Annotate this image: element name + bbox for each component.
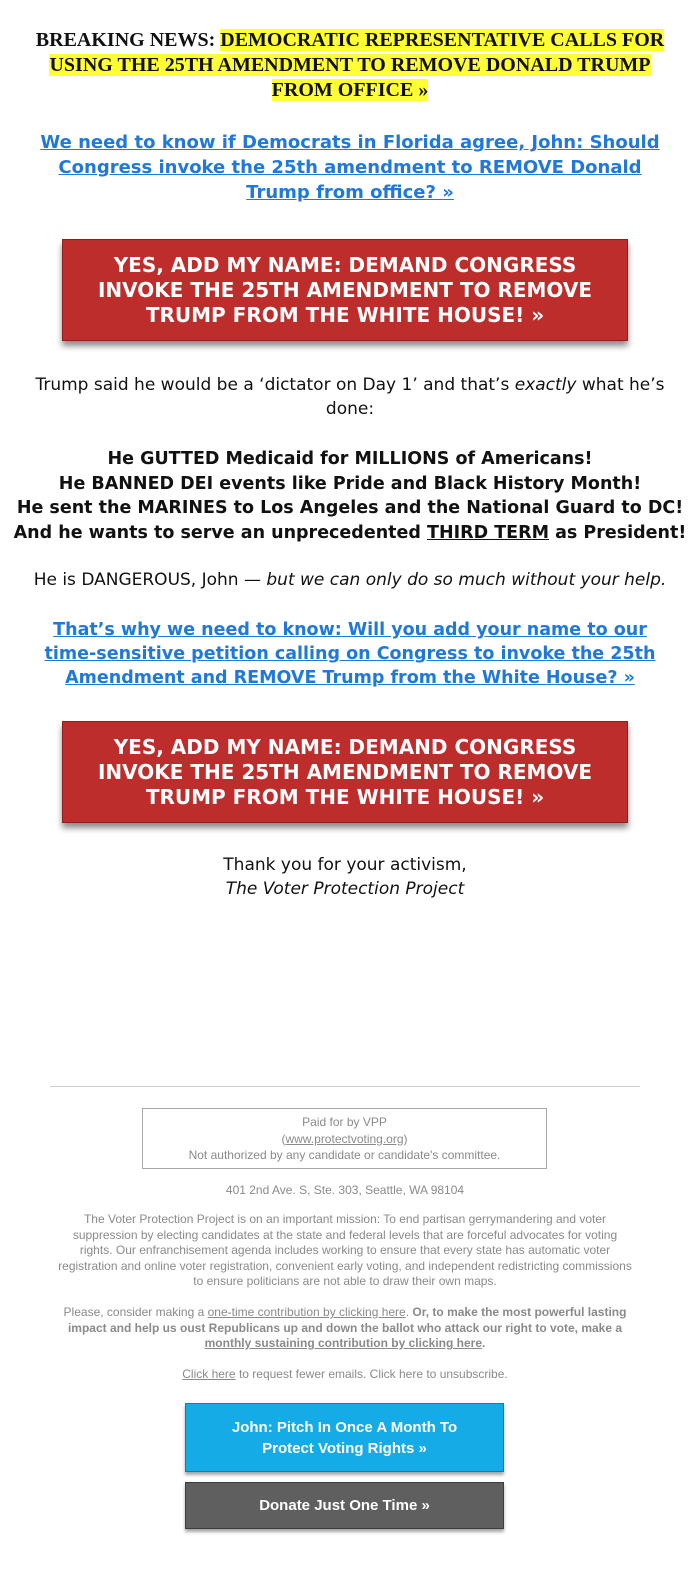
paid-for-disclaimer <box>142 1108 547 1169</box>
closing <box>100 853 590 901</box>
intro-text-end: what he’s done: <box>325 375 665 419</box>
grievance-third-term <box>10 521 690 546</box>
one-time-donation-button[interactable]: Donate Just One Time » <box>185 1482 504 1529</box>
danger-line <box>20 568 680 592</box>
headline-highlight-link[interactable]: DEMOCRATIC REPRESENTATIVE CALLS FOR USING THE 25TH AMENDMENT TO REMOVE DONALD TRUMP FROM OFFICE » <box>49 29 665 101</box>
one-time-contribution-link[interactable]: one-time contribution by clicking here <box>207 1305 406 1319</box>
contrib-intro: Please, consider making a <box>63 1305 208 1319</box>
danger-italic: but we can only do so much without your help. <box>266 570 667 590</box>
breaking-news-headline <box>20 28 680 103</box>
headline-prefix: BREAKING NEWS: <box>35 29 221 51</box>
paren-open: ( <box>281 1131 286 1146</box>
mailing-address: 401 2nd Ave. S, Ste. 303, Seattle, WA 98104 <box>225 1183 465 1197</box>
monthly-contribution-link[interactable]: monthly sustaining contribution by clicking here <box>204 1336 482 1350</box>
grievance-marines: He sent the MARINES to Los Angeles and the National Guard to DC! <box>16 498 684 518</box>
contrib-bold-text: Or, to make the most powerful lasting impact and help us oust Republicans up and down the ballot who attack our right to vote, make a <box>67 1305 627 1335</box>
intro-text: Trump said he would be a ‘dictator on Day 1’ and that’s <box>35 375 515 395</box>
signature <box>100 877 590 901</box>
intro-emphasis: exactly <box>514 375 577 395</box>
email-preferences <box>100 1366 590 1382</box>
website-link[interactable]: www.protectvoting.org <box>285 1131 404 1146</box>
agree-question-link[interactable]: We need to know if Democrats in Florida agree, John: Should Congress invoke the 25th amendment to REMOVE Donald Trump from office? » <box>40 132 660 203</box>
contribution-paragraph <box>58 1305 632 1352</box>
thanks-line: Thank you for your activism, <box>223 855 467 875</box>
intro-paragraph <box>30 373 670 421</box>
third-term-underlined: THIRD TERM <box>427 522 549 543</box>
footer-divider <box>50 1086 640 1087</box>
grievance-dei: He BANNED DEI events like Pride and Black History Month! <box>58 473 642 494</box>
not-authorized-line: Not authorized by any candidate or candidate's committee. <box>188 1148 501 1162</box>
mission-statement: The Voter Protection Project is on an important mission: To end partisan gerrymandering and voter suppression by electing candidates at the state and federal levels that are forceful advocates for voting rights. Our enfranchisement agenda includes working to ensure that every state has automatic voter registration and online voter registration, convenient early voting, and independent redistricting commissions to ensure politicians are not able to draw their own maps. <box>58 1212 632 1288</box>
third-term-after: as President! <box>549 522 687 543</box>
paren-close: ) <box>403 1131 408 1146</box>
third-term-before: And he wants to serve an unprecedented <box>13 522 428 543</box>
add-my-name-button[interactable]: YES, ADD MY NAME: DEMAND CONGRESS INVOKE THE 25TH AMENDMENT TO REMOVE TRUMP FROM THE WHITE HOUSE! » <box>62 239 628 341</box>
contrib-end: . <box>482 1336 486 1350</box>
fewer-emails-link[interactable]: Click here <box>182 1367 236 1381</box>
grievance-medicaid: He GUTTED Medicaid for MILLIONS of Americans! <box>107 449 593 469</box>
paid-for-line: Paid for by VPP <box>302 1115 387 1129</box>
website-line <box>143 1131 546 1148</box>
monthly-donation-button[interactable]: John: Pitch In Once A Month To Protect Voting Rights » <box>185 1403 504 1472</box>
signature-text: The Voter Protection Project <box>225 879 465 899</box>
grievance-list <box>10 447 690 545</box>
danger-plain: He is DANGEROUS, John — <box>33 570 267 590</box>
petition-question-link[interactable]: That’s why we need to know: Will you add your name to our time-sensitive petition calling on Congress to invoke the 25th Amendment and REMOVE Trump from the White House? » <box>44 620 656 688</box>
contrib-separator: . <box>405 1305 413 1319</box>
unsubscribe-text: to request fewer emails. Click here to unsubscribe. <box>235 1367 508 1381</box>
add-my-name-button-second[interactable]: YES, ADD MY NAME: DEMAND CONGRESS INVOKE THE 25TH AMENDMENT TO REMOVE TRUMP FROM THE WHITE HOUSE! » <box>62 721 628 823</box>
